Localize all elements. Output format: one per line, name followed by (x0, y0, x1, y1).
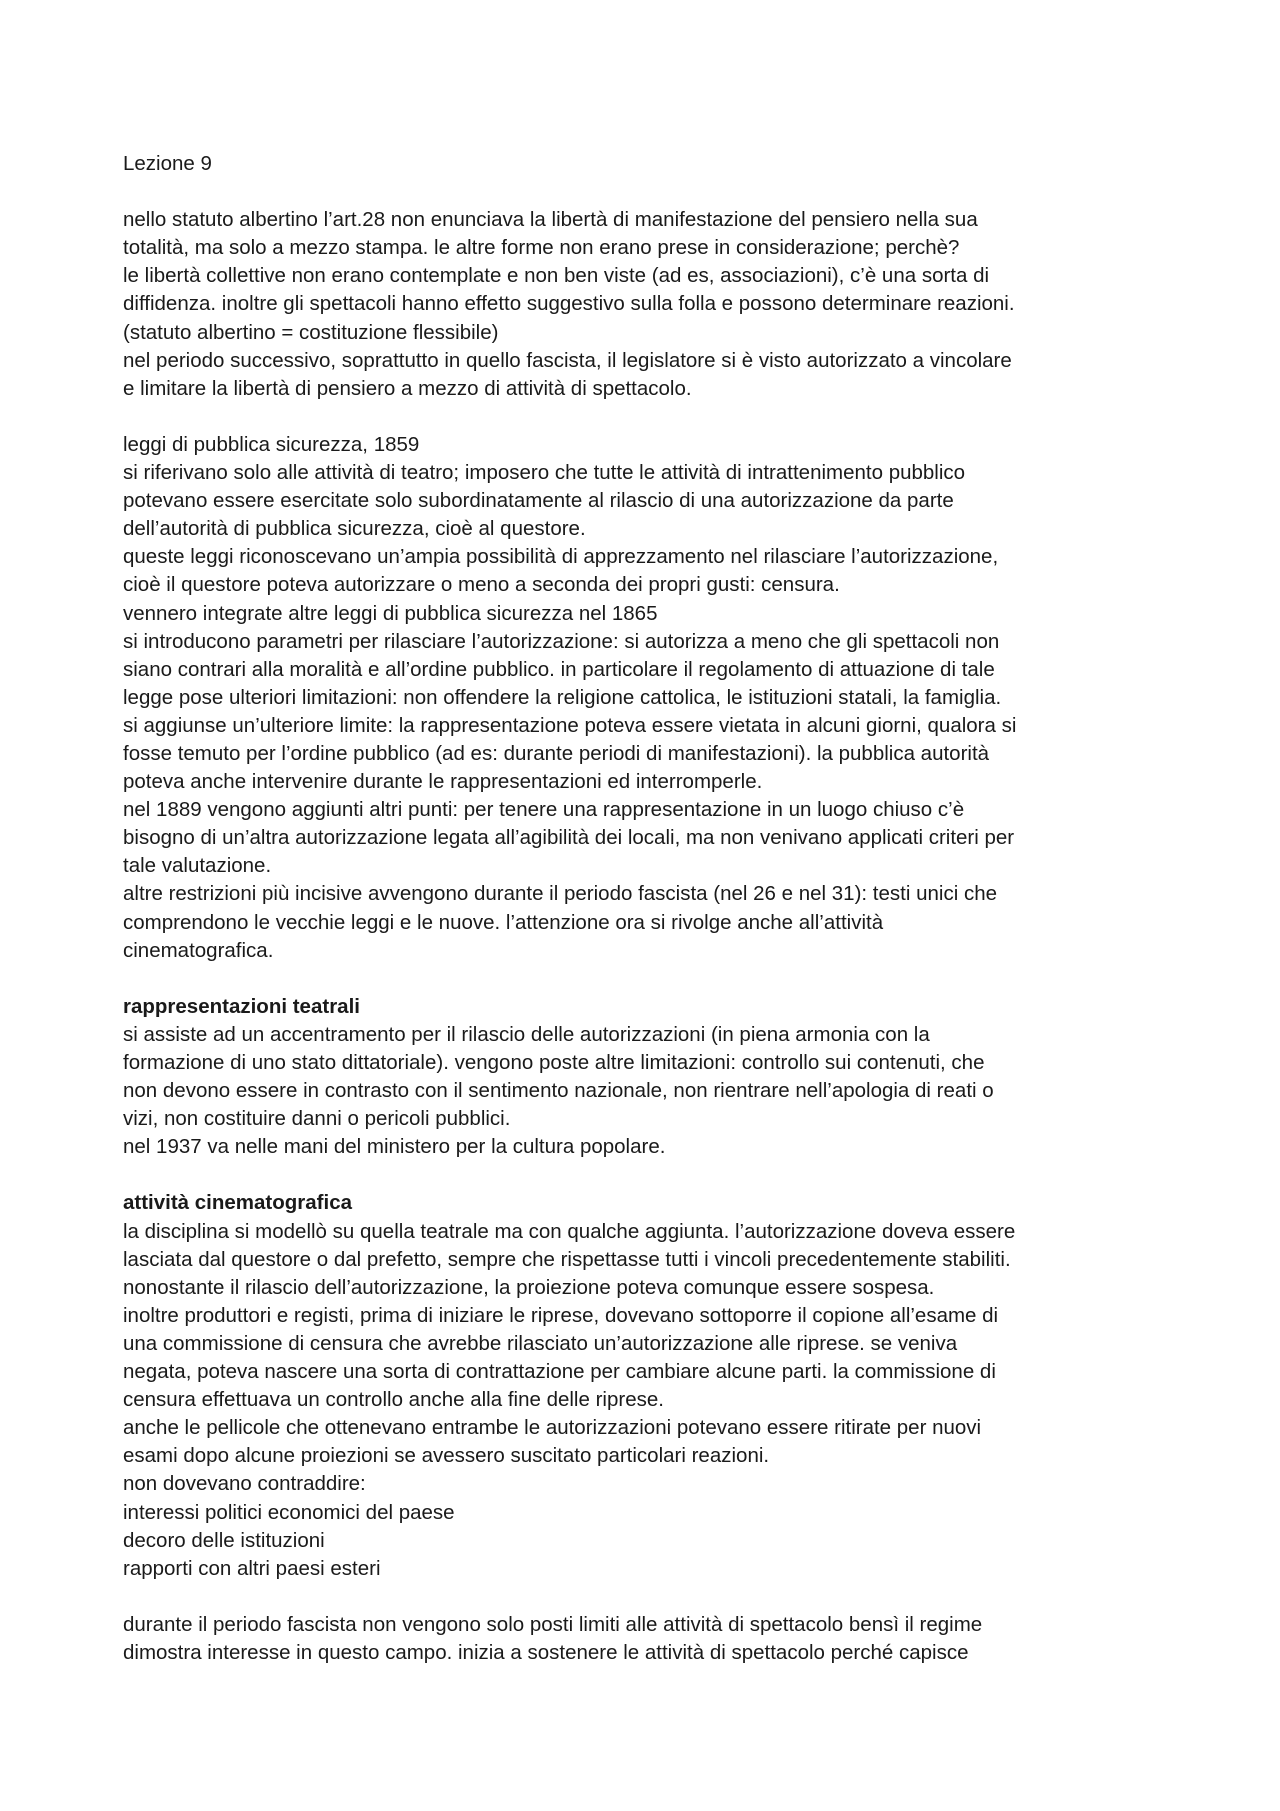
text-line: vizi, non costituire danni o pericoli pubblici. (123, 1107, 511, 1131)
paragraph-gap (123, 1161, 1173, 1189)
text-line: negata, poteva nascere una sorta di contrattazione per cambiare alcune parti. la commissione di (123, 1360, 996, 1384)
text-line: diffidenza. inoltre gli spettacoli hanno effetto suggestivo sulla folla e possono determinare reazioni. (123, 292, 1015, 316)
text-line: censura effettuava un controllo anche alla fine delle riprese. (123, 1388, 664, 1412)
list-item: interessi politici economici del paese (123, 1500, 455, 1524)
text-line: cinematografica. (123, 938, 274, 962)
document-page (123, 150, 1173, 1667)
text-line: nonostante il rilascio dell’autorizzazione, la proiezione poteva comunque essere sospesa. (123, 1275, 935, 1299)
section-rappresentazioni-teatrali (123, 993, 1173, 1162)
text-line: dimostra interesse in questo campo. inizia a sostenere le attività di spettacolo perché capisce (123, 1640, 969, 1664)
text-line: vennero integrate altre leggi di pubblica sicurezza nel 1865 (123, 601, 658, 625)
list-item: decoro delle istituzioni (123, 1528, 325, 1552)
section-heading: attività cinematografica (123, 1191, 352, 1215)
text-line: lasciata dal questore o dal prefetto, sempre che rispettasse tutti i vincoli precedentemente stabiliti. (123, 1247, 1011, 1271)
text-line: nel 1889 vengono aggiunti altri punti: per tenere una rappresentazione in un luogo chiuso c’è (123, 798, 965, 822)
text-line: anche le pellicole che ottenevano entrambe le autorizzazioni potevano essere ritirate per nuovi (123, 1416, 982, 1440)
text-line: si aggiunse un’ulteriore limite: la rappresentazione poteva essere vietata in alcuni giorni, qualora si (123, 713, 1017, 737)
text-line: comprendono le vecchie leggi e le nuove. l’attenzione ora si rivolge anche all’attività (123, 910, 884, 934)
text-line: potevano essere esercitate solo subordinatamente al rilascio di una autorizzazione da parte (123, 489, 954, 513)
section-heading: rappresentazioni teatrali (123, 994, 360, 1018)
text-line: fosse temuto per l’ordine pubblico (ad es: durante periodi di manifestazioni). la pubblica autorità (123, 741, 990, 765)
text-line: la disciplina si modellò su quella teatrale ma con qualche aggiunta. l’autorizzazione doveva essere (123, 1219, 1016, 1243)
paragraph-gap (123, 1583, 1173, 1611)
section-attivita-cinematografica (123, 1189, 1173, 1582)
section-statuto-albertino (123, 206, 1173, 403)
section-leggi-pubblica-sicurezza (123, 431, 1173, 965)
text-line: tale valutazione. (123, 854, 272, 878)
text-line: formazione di uno stato dittatoriale). vengono poste altre limitazioni: controllo sui contenuti, che (123, 1051, 985, 1074)
text-line: altre restrizioni più incisive avvengono durante il periodo fascista (nel 26 e nel 31): testi unici che (123, 882, 998, 906)
text-line: legge pose ulteriori limitazioni: non offendere la religione cattolica, le istituzioni statali, la famiglia. (123, 685, 1002, 709)
text-line: una commissione di censura che avrebbe rilasciato un’autorizzazione alle riprese. se veniva (123, 1331, 958, 1355)
text-line: leggi di pubblica sicurezza, 1859 (123, 432, 420, 456)
text-line: si introducono parametri per rilasciare l’autorizzazione: si autorizza a meno che gli spettacoli non (123, 629, 1000, 653)
text-line: cioè il questore poteva autorizzare o meno a seconda dei propri gusti: censura. (123, 573, 840, 597)
text-line: non dovevano contraddire: (123, 1472, 366, 1496)
text-line: durante il periodo fascista non vengono solo posti limiti alle attività di spettacolo bensì il regime (123, 1612, 983, 1636)
text-line: (statuto albertino = costituzione flessibile) (123, 320, 499, 344)
text-line: nel 1937 va nelle mani del ministero per la cultura popolare. (123, 1135, 666, 1159)
paragraph-gap (123, 965, 1173, 993)
text-line: le libertà collettive non erano contemplate e non ben viste (ad es, associazioni), c’è una sorta di (123, 264, 990, 288)
text-line: e limitare la libertà di pensiero a mezzo di attività di spettacolo. (123, 376, 692, 400)
paragraph-gap (123, 403, 1173, 431)
text-line: esami dopo alcune proiezioni se avessero suscitato particolari reazioni. (123, 1444, 770, 1468)
text-line: bisogno di un’altra autorizzazione legata all’agibilità dei locali, ma non venivano applicati criteri per (123, 826, 1015, 850)
text-line: nel periodo successivo, soprattutto in quello fascista, il legislatore si è visto autorizzato a vincolare (123, 348, 1012, 372)
text-line: poteva anche intervenire durante le rappresentazioni ed interromperle. (123, 770, 763, 794)
text-line: si assiste ad un accentramento per il rilascio delle autorizzazioni (in piena armonia con la (123, 1022, 930, 1046)
text-line: queste leggi riconoscevano un’ampia possibilità di apprezzamento nel rilasciare l’autorizzazione, (123, 545, 999, 569)
list-item: rapporti con altri paesi esteri (123, 1556, 381, 1580)
text-line: si riferivano solo alle attività di teatro; imposero che tutte le attività di intrattenimento pubblico (123, 461, 966, 485)
section-periodo-fascista (123, 1611, 1173, 1667)
text-line: inoltre produttori e registi, prima di iniziare le riprese, dovevano sottoporre il copione all’esame di (123, 1303, 999, 1327)
text-line: nello statuto albertino l’art.28 non enunciava la libertà di manifestazione del pensiero nella sua (123, 208, 978, 232)
text-line: siano contrari alla moralità e all’ordine pubblico. in particolare il regolamento di attuazione di tale (123, 657, 995, 681)
text-line: dell’autorità di pubblica sicurezza, cioè al questore. (123, 517, 586, 541)
text-line: non devono essere in contrasto con il sentimento nazionale, non rientrare nell’apologia di reati o (123, 1079, 994, 1103)
document-title: Lezione 9 (123, 152, 212, 175)
text-line: totalità, ma solo a mezzo stampa. le altre forme non erano prese in considerazione; perchè? (123, 236, 960, 260)
